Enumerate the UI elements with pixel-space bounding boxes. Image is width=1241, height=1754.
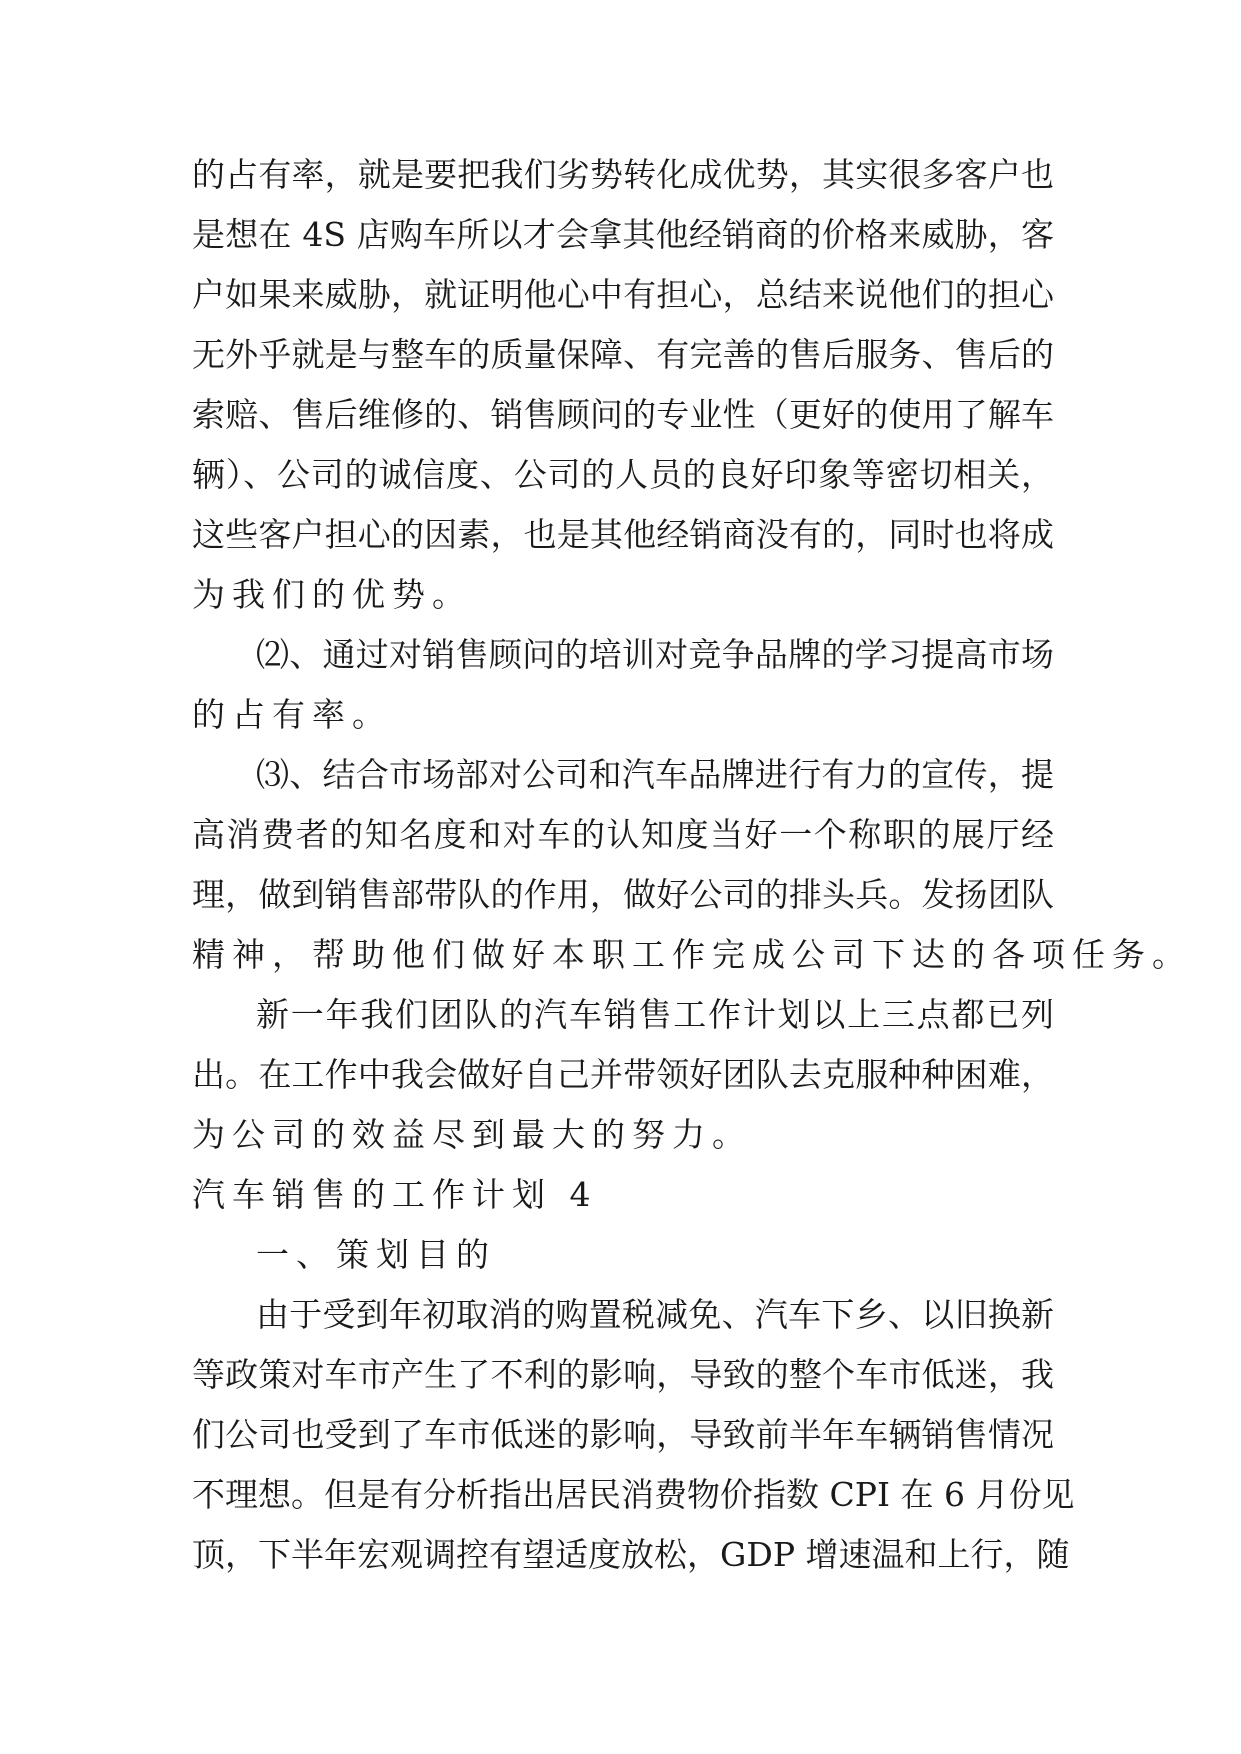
text-line: 不理想。但是有分析指出居民消费物价指数 CPI 在 6 月份见 — [192, 1475, 1075, 1514]
text-line: 顶，下半年宏观调控有望适度放松，GDP 增速温和上行，随 — [192, 1535, 1070, 1574]
text-line: 出。在工作中我会做好自己并带领好团队去克服种种困难， — [192, 1055, 1054, 1094]
text-line: 的占有率。 — [192, 695, 392, 734]
text-line: 等政策对车市产生了不利的影响，导致的整个车市低迷，我 — [192, 1355, 1054, 1394]
text-line: 是想在 4S 店购车所以才会拿其他经销商的价格来威胁，客 — [192, 215, 1054, 254]
subsection-heading: 一、策划目的 — [256, 1235, 496, 1274]
text-line: 高消费者的知名度和对车的认知度当好一个称职的展厅经 — [192, 815, 1054, 854]
text-line: 精神，帮助他们做好本职工作完成公司下达的各项任务。 — [192, 935, 1192, 974]
text-line: 辆）、公司的诚信度、公司的人员的良好印象等密切相关， — [192, 455, 1054, 494]
text-line: 新一年我们团队的汽车销售工作计划以上三点都已列 — [256, 995, 1054, 1034]
text-line: 由于受到年初取消的购置税减免、汽车下乡、以旧换新 — [256, 1295, 1054, 1334]
text-line: 为我们的优势。 — [192, 575, 472, 614]
text-line: 们公司也受到了车市低迷的影响，导致前半年车辆销售情况 — [192, 1415, 1054, 1454]
section-heading: 汽车销售的工作计划 4 — [192, 1175, 598, 1214]
text-line: 的占有率，就是要把我们劣势转化成优势，其实很多客户也 — [192, 155, 1054, 194]
text-line: ⑵、通过对销售顾问的培训对竞争品牌的学习提高市场 — [256, 635, 1054, 674]
text-line: 户如果来威胁，就证明他心中有担心，总结来说他们的担心 — [192, 275, 1054, 314]
text-line: 索赔、售后维修的、销售顾问的专业性（更好的使用了解车 — [192, 395, 1054, 434]
text-line: 这些客户担心的因素，也是其他经销商没有的，同时也将成 — [192, 515, 1054, 554]
text-line: 理，做到销售部带队的作用，做好公司的排头兵。发扬团队 — [192, 875, 1054, 914]
text-line: 为公司的效益尽到最大的努力。 — [192, 1115, 752, 1154]
text-line: 无外乎就是与整车的质量保障、有完善的售后服务、售后的 — [192, 335, 1054, 374]
text-line: ⑶、结合市场部对公司和汽车品牌进行有力的宣传，提 — [256, 755, 1054, 794]
